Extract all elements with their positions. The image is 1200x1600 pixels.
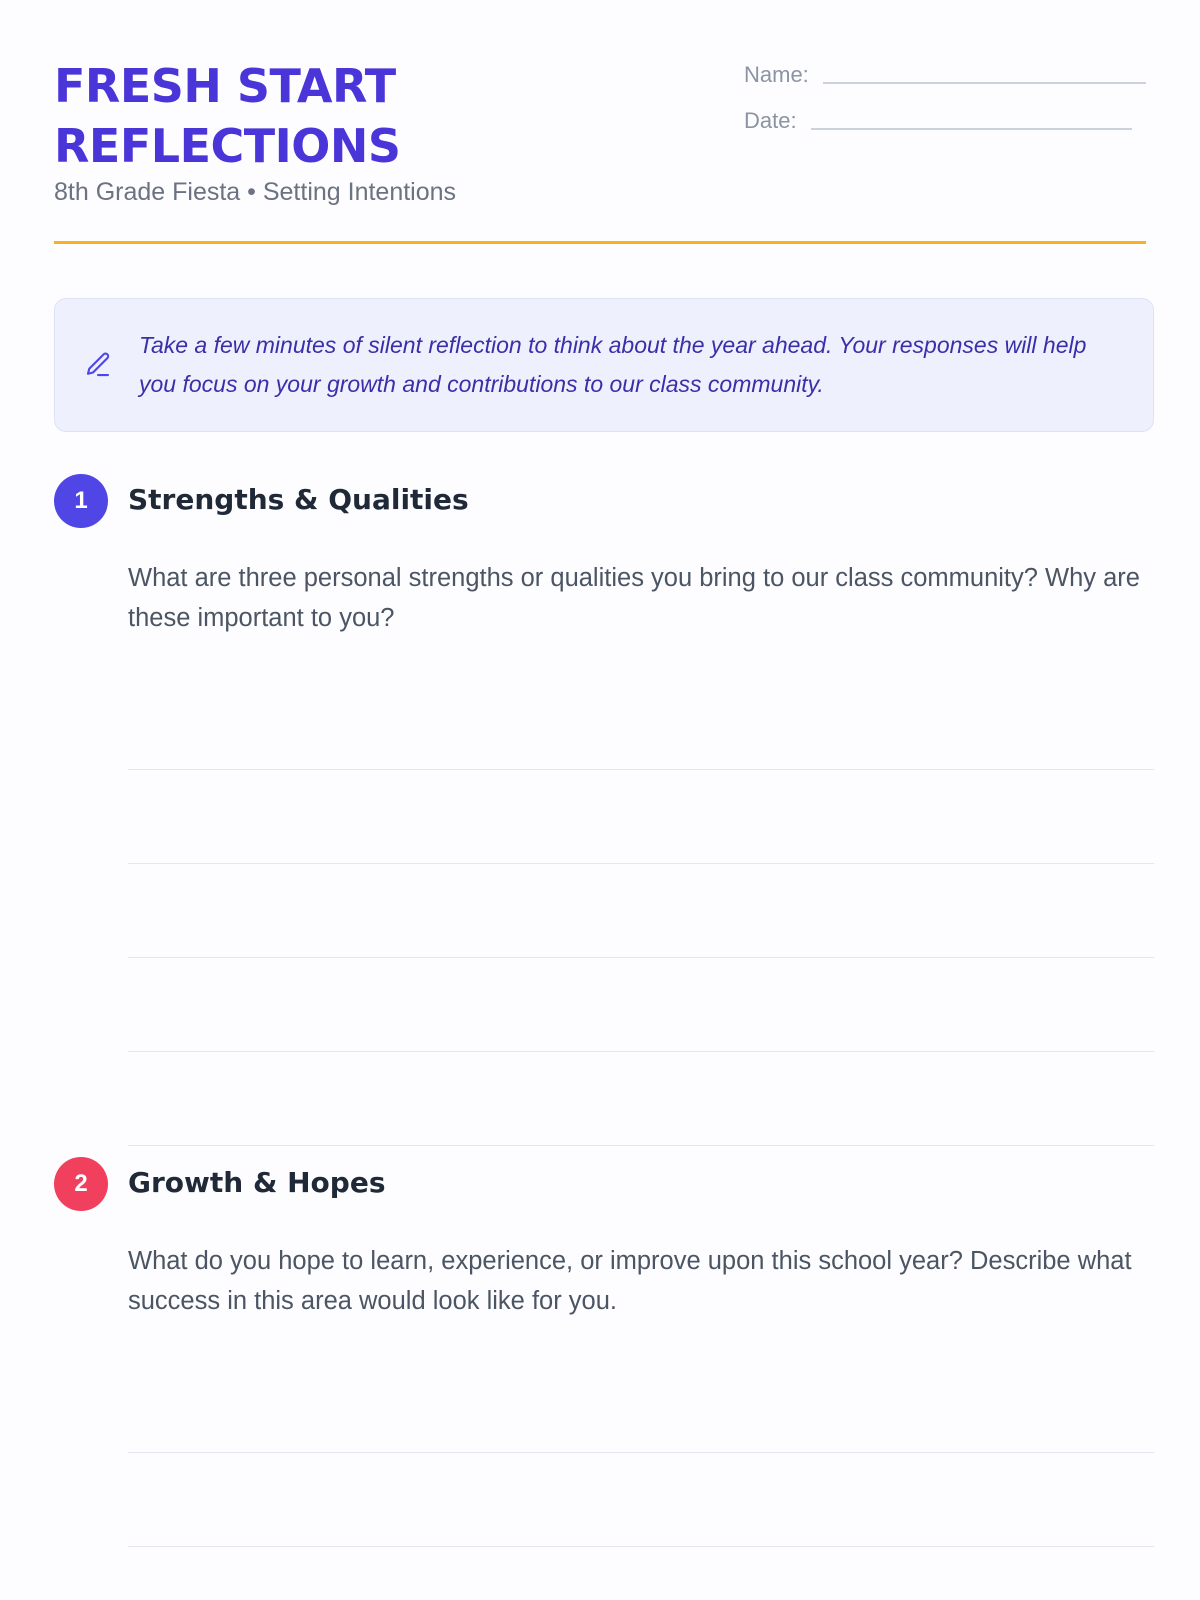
section-title: Growth & Hopes xyxy=(128,1166,386,1199)
page-title: FRESH START REFLECTIONS xyxy=(54,59,401,173)
name-field[interactable] xyxy=(823,82,1146,84)
answer-line[interactable] xyxy=(128,1547,1154,1600)
student-info xyxy=(744,56,1146,148)
answer-line[interactable] xyxy=(128,864,1154,958)
page-subtitle: 8th Grade Fiesta • Setting Intentions xyxy=(54,178,457,206)
answer-line[interactable] xyxy=(128,770,1154,864)
section-number-badge: 2 xyxy=(54,1157,108,1211)
instructions-text: Take a few minutes of silent reflection to think about the year ahead. Your responses will help you focus on your growth and contributions to our class community. xyxy=(139,332,1087,397)
name-row xyxy=(744,56,1146,88)
section-prompt: What are three personal strengths or qualities you bring to our class community? Why are these important to you? xyxy=(128,564,1140,632)
answer-line[interactable] xyxy=(128,958,1154,1052)
section-growth xyxy=(54,1157,1154,1600)
section-header xyxy=(54,474,1154,528)
section-prompt: What do you hope to learn, experience, or improve upon this school year? Describe what success in this area would look like for you. xyxy=(128,1247,1132,1315)
answer-line[interactable] xyxy=(128,1052,1154,1146)
date-row xyxy=(744,102,1146,134)
section-number-badge: 1 xyxy=(54,474,108,528)
answer-lines[interactable] xyxy=(128,676,1154,1146)
answer-lines[interactable] xyxy=(128,1359,1154,1600)
name-label: Name: xyxy=(744,62,809,87)
date-label: Date: xyxy=(744,108,797,133)
instructions-box xyxy=(54,298,1154,432)
date-field[interactable] xyxy=(811,128,1132,130)
section-strengths xyxy=(54,474,1154,1146)
pencil-icon xyxy=(83,350,113,380)
answer-line[interactable] xyxy=(128,676,1154,770)
section-header xyxy=(54,1157,1154,1211)
section-title: Strengths & Qualities xyxy=(128,483,469,516)
worksheet-header xyxy=(54,0,1146,244)
answer-line[interactable] xyxy=(128,1453,1154,1547)
answer-line[interactable] xyxy=(128,1359,1154,1453)
